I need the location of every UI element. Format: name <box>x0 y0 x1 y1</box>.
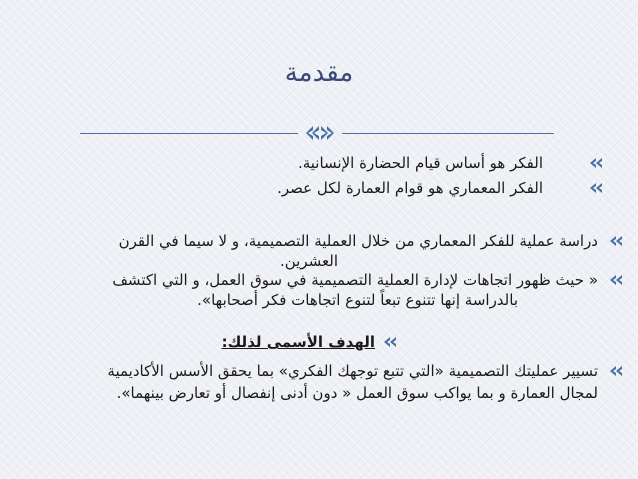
bullet-text-5b: لمجال العمارة و بما يواكب سوق العمل « دون أدنى إنفصال أو تعارض بينهما». <box>116 384 598 402</box>
slide-title: مقدمة <box>284 58 354 88</box>
bullet-arrow-icon <box>382 335 400 349</box>
bullet-text-3a: دراسة عملية للفكر المعماري من خلال العملية التصميمية، و لا سيما في القرن <box>118 232 598 250</box>
bullet-text-4b: بالدراسة إنها تتنوع تبعاً لتنوع اتجاهات فكر أصحابها». <box>197 291 518 309</box>
section-heading: الهدف الأسمى لذلك: <box>221 333 375 351</box>
bullet-arrow-icon <box>588 156 606 170</box>
bullet-arrow-icon <box>608 234 626 248</box>
bullet-arrow-icon <box>588 181 606 195</box>
bullet-arrow-icon <box>608 364 626 378</box>
bullet-arrow-icon <box>608 273 626 287</box>
bullet-text-5a: تسيير عمليتك التصميمية «التي تتبع توجهك الفكري» بما يحقق الأسس الأكاديمية <box>107 362 598 380</box>
bullet-text-2: الفكر المعماري هو قوام العمارة لكل عصر. <box>277 179 543 197</box>
bullet-text-4a: « حيث ظهور اتجاهات لإدارة العملية التصميمية في سوق العمل، و التي اكتشف <box>112 271 598 289</box>
bullet-text-3b: العشرين. <box>280 252 338 270</box>
divider-ornament-icon <box>300 121 340 145</box>
bullet-text-1: الفكر هو أساس قيام الحضارة الإنسانية. <box>297 154 543 172</box>
divider-rule-right <box>342 133 554 134</box>
divider-rule-left <box>80 133 298 134</box>
